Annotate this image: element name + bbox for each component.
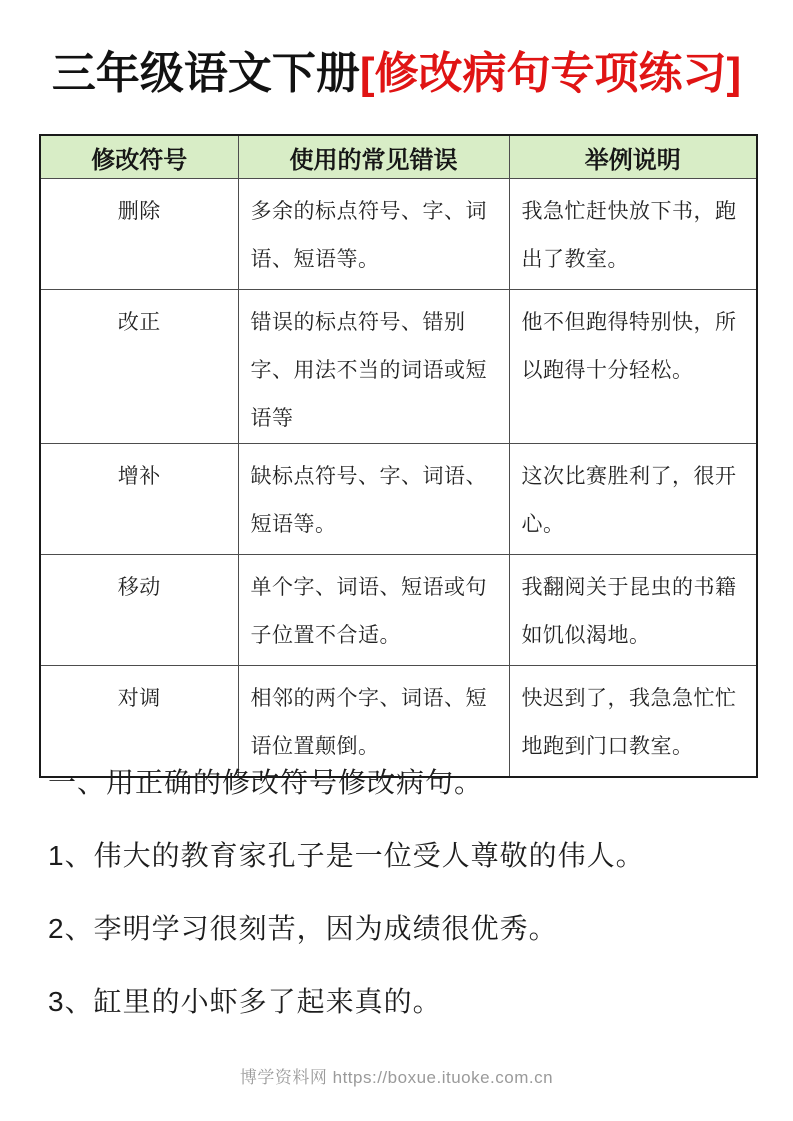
exercise-item-1: 1、伟大的教育家孔子是一位受人尊敬的伟人。 bbox=[48, 840, 645, 871]
exercise-item-2: 2、李明学习很刻苦，因为成绩很优秀。 bbox=[48, 913, 558, 944]
table-row bbox=[40, 666, 757, 778]
table-row bbox=[40, 179, 757, 290]
exercise-section bbox=[48, 768, 763, 1060]
errors-cell: 多余的标点符号、字、词语、短语等。 bbox=[238, 179, 509, 290]
example-cell: 我翻阅关于昆虫的书籍如饥似渴地。 bbox=[509, 555, 757, 666]
example-cell: 快迟到了，我急急忙忙地跑到门口教室。 bbox=[509, 666, 757, 778]
table-header-row bbox=[40, 135, 757, 179]
table-row bbox=[40, 555, 757, 666]
title-course-part: 三年级语文下册 bbox=[51, 49, 360, 98]
exercise-item-3: 3、缸里的小虾多了起来真的。 bbox=[48, 986, 442, 1017]
errors-cell: 单个字、词语、短语或句子位置不合适。 bbox=[238, 555, 509, 666]
table-row bbox=[40, 444, 757, 555]
errors-cell: 缺标点符号、字、词语、短语等。 bbox=[238, 444, 509, 555]
exercise-heading: 一、用正确的修改符号修改病句。 bbox=[48, 767, 484, 798]
errors-cell: 相邻的两个字、词语、短语位置颠倒。 bbox=[238, 666, 509, 778]
symbol-cell: 增补 bbox=[40, 444, 238, 555]
example-cell: 他不但跑得特别快，所以跑得十分轻松。 bbox=[509, 290, 757, 444]
symbol-cell: 对调 bbox=[40, 666, 238, 778]
column-header-errors: 使用的常见错误 bbox=[238, 135, 509, 179]
symbol-cell: 删除 bbox=[40, 179, 238, 290]
errors-cell: 错误的标点符号、错别字、用法不当的词语或短语等 bbox=[238, 290, 509, 444]
correction-symbols-table bbox=[39, 134, 758, 778]
column-header-symbol: 修改符号 bbox=[40, 135, 238, 179]
symbol-cell: 改正 bbox=[40, 290, 238, 444]
page-title bbox=[0, 0, 793, 101]
example-cell: 这次比赛胜利了，很开心。 bbox=[509, 444, 757, 555]
footer-watermark: 博学资料网 https://boxue.ituoke.com.cn bbox=[239, 1068, 554, 1087]
table-row bbox=[40, 290, 757, 444]
column-header-example: 举例说明 bbox=[509, 135, 757, 179]
title-topic-part: [修改病句专项练习] bbox=[359, 49, 742, 98]
example-cell: 我急忙赶快放下书，跑出了教室。 bbox=[509, 179, 757, 290]
symbol-cell: 移动 bbox=[40, 555, 238, 666]
